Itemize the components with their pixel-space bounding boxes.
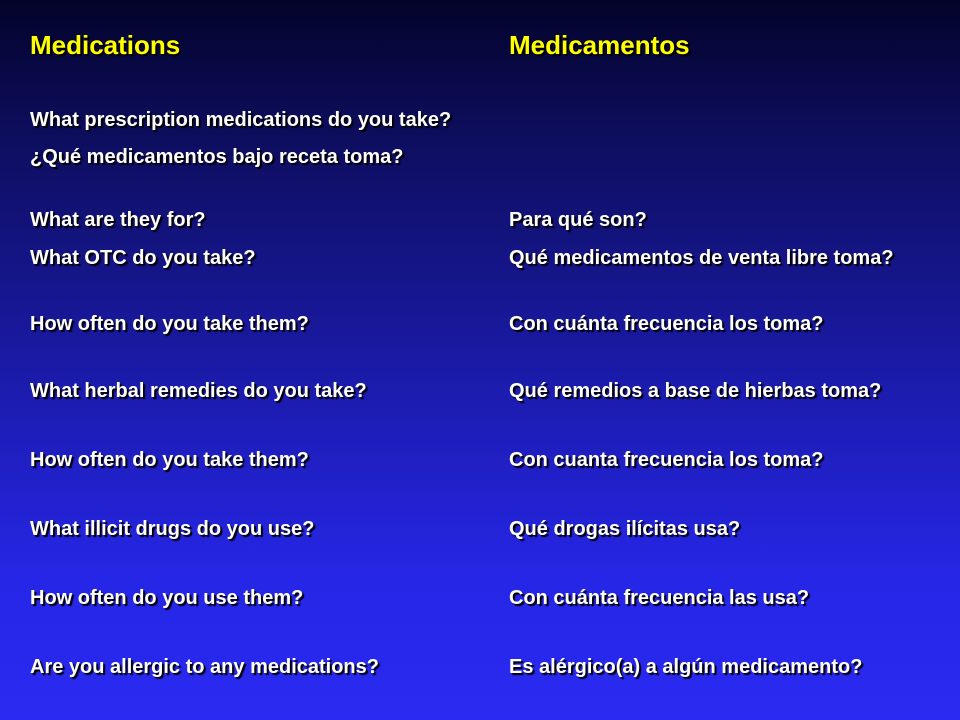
row-5-english: How often do you take them? xyxy=(30,449,309,471)
row-5-spanish: Con cuanta frecuencia los toma? xyxy=(509,449,824,471)
header-spanish: Medicamentos xyxy=(509,30,690,60)
row-8-spanish: Es alérgico(a) a algún medicamento? xyxy=(509,656,863,678)
row-4-spanish: Qué remedios a base de hierbas toma? xyxy=(509,380,882,402)
row-6-english: What illicit drugs do you use? xyxy=(30,518,315,540)
row-1-spanish: Para qué son? xyxy=(509,209,647,231)
row-8-english: Are you allergic to any medications? xyxy=(30,656,379,678)
row-4-english: What herbal remedies do you take? xyxy=(30,380,367,402)
row-2-english: What OTC do you take? xyxy=(30,247,256,269)
row-7-english: How often do you use them? xyxy=(30,587,304,609)
row-1-english: What are they for? xyxy=(30,209,206,231)
row-3-english: How often do you take them? xyxy=(30,313,309,335)
header-english: Medications xyxy=(30,30,181,60)
row-2-spanish: Qué medicamentos de venta libre toma? xyxy=(509,247,894,269)
row-6-spanish: Qué drogas ilícitas usa? xyxy=(509,518,741,540)
row-3-spanish: Con cuánta frecuencia los toma? xyxy=(509,313,824,335)
intro-english: What prescription medications do you take? xyxy=(30,109,452,131)
intro-spanish: ¿Qué medicamentos bajo receta toma? xyxy=(30,146,404,168)
row-7-spanish: Con cuánta frecuencia las usa? xyxy=(509,587,810,609)
